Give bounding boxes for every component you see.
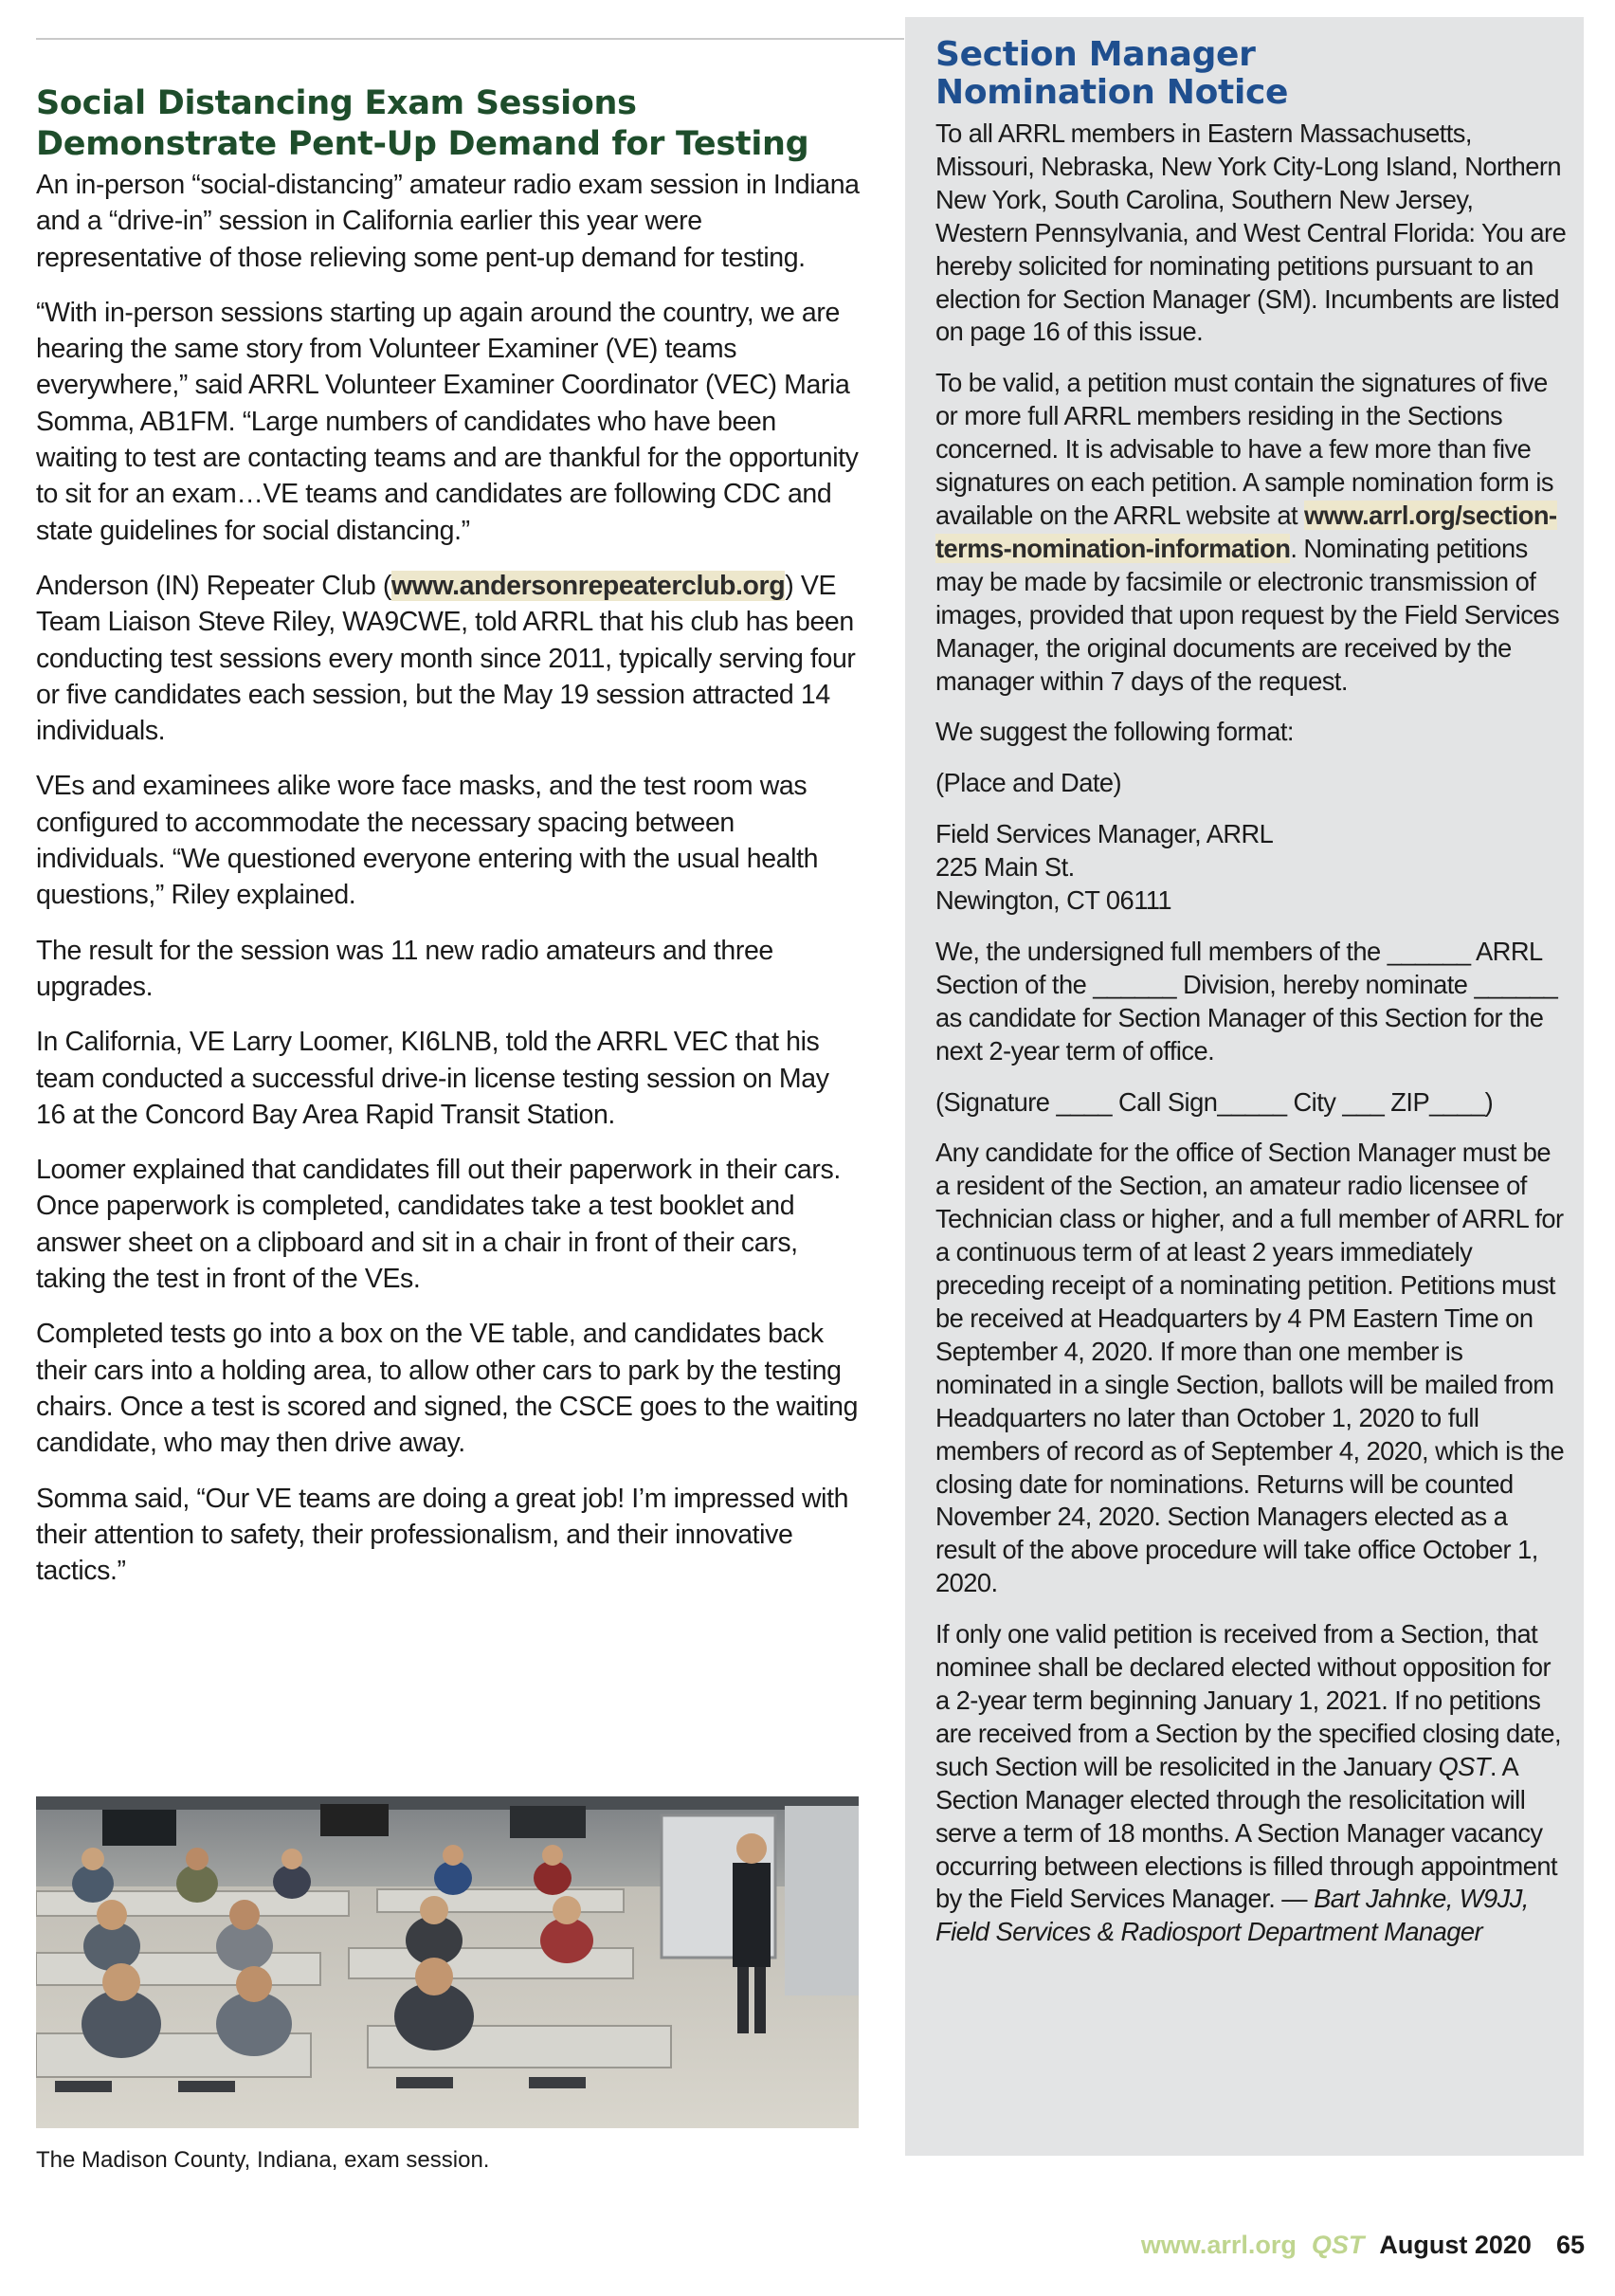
exam-session-photo xyxy=(36,1796,859,2128)
s2-text-after-link: . Nominating petitions may be made by facsimile or electronic transmission of images, provided that upon request by the Field Services Manager, the original documents are received by the manager within 7 days of the request. xyxy=(935,533,1560,696)
footer-issue: August 2020 xyxy=(1379,2231,1532,2259)
signature-line: (Signature ____ Call Sign_____ City ___ ZIP____) xyxy=(935,1086,1494,1117)
address-line-1: Field Services Manager, ARRL xyxy=(935,819,1274,849)
s8-text-after-qst: . A Section Manager elected through the resolicitation will serve a term of 18 months. A Section Manager vacancy occurring between elections is filled through appointment by the Field Services Manager. — xyxy=(935,1751,1558,1914)
s8-qst: QST xyxy=(1438,1751,1490,1781)
anderson-club-link[interactable]: www.andersonrepeaterclub.org xyxy=(390,570,786,601)
article-paragraph-9: Somma said, “Our VE teams are doing a great job! I’m impressed with their attention to safety, their professionalism, and their innovative tactics.” xyxy=(36,1483,849,1587)
article xyxy=(36,83,861,1608)
article-paragraph-7: Loomer explained that candidates fill out their paperwork in their cars. Once paperwork is completed, candidates take a test booklet and answer sheet on a clipboard and sit in a chair in front of their cars, taking the test in front of the VEs. xyxy=(36,1155,841,1295)
article-title-line1: Social Distancing Exam Sessions xyxy=(36,84,637,122)
article-paragraph-3 xyxy=(36,568,861,749)
address-line-2: 225 Main St. xyxy=(935,852,1075,883)
sidebar-paragraph-7: Any candidate for the office of Section Manager must be a resident of the Section, an amateur radio licensee of Technician class or higher, and a full member of ARRL for a continuous term of at least 2 years immediately preceding receipt of a nominating petition. Petitions must be received at Headquarters by 4 PM Eastern Time on September 4, 2020. If more than one member is nominated in a single Section, ballots will be mailed from Headquarters no later than October 1, 2020 to full members of record as of September 4, 2020, which is the closing date for nominations. Returns will be counted November 24, 2020. Section Managers elected as a result of the above procedure will take office October 1, 2020. xyxy=(935,1138,1565,1598)
p3-text-before-link: Anderson (IN) Repeater Club ( xyxy=(36,570,391,601)
nomination-info-link[interactable]: www.arrl.org/section-terms-nomination-information xyxy=(935,500,1557,563)
s8-text-before-qst: If only one valid petition is received from a Section, that nominee shall be declared elected without opposition for a 2-year term beginning January 1, 2021. If no petitions are received from a Section by the specified closing date, such Section will be resolicited in the January xyxy=(935,1619,1561,1781)
sidebar-title xyxy=(935,36,1570,112)
footer-url[interactable]: www.arrl.org xyxy=(1140,2231,1297,2259)
s2-text-before-link: To be valid, a petition must contain the signatures of five or more full ARRL members residing in the Sections concerned. It is advisable to have a few more than five signatures on each petition. A sample nomination form is available on the ARRL website at xyxy=(935,368,1554,530)
address-line-3: Newington, CT 06111 xyxy=(935,885,1172,916)
sidebar-title-line1: Section Manager xyxy=(935,35,1256,74)
article-paragraph-8: Completed tests go into a box on the VE table, and candidates back their cars into a holding area, to allow other cars to park by the testing chairs. Once a test is scored and signed, the CSCE goes to the waiting candidate, who may then drive away. xyxy=(36,1319,859,1459)
footer-magazine: QST xyxy=(1311,2231,1365,2259)
top-rule xyxy=(36,38,904,40)
article-paragraph-2: “With in-person sessions starting up again around the country, we are hearing the same story from Volunteer Examiner (VE) teams everywhere,” said ARRL Volunteer Examiner Coordinator (VEC) Maria Somma, AB1FM. “Large numbers of candidates who have been waiting to test are contacting teams and are thankful for the opportunity to sit for an exam…VE teams and candidates are following CDC and state guidelines for social distancing.” xyxy=(36,297,859,546)
article-title xyxy=(36,83,861,165)
page-number: 65 xyxy=(1555,2231,1585,2259)
article-paragraph-1: An in-person “social-distancing” amateur radio exam session in Indiana and a “drive-in” session in California earlier this year were representative of those relieving some pent-up demand for testing. xyxy=(36,170,860,273)
sidebar-paragraph-8 xyxy=(935,1618,1570,1949)
p3-text-after-link: ) VE Team Liaison Steve Riley, WA9CWE, told ARRL that his club has been conducting test sessions every month since 2011, typically serving four or five candidates each session, but the May 19 session attracted 14 individuals. xyxy=(36,570,856,747)
address-block xyxy=(935,818,1570,918)
nomination-sidebar xyxy=(905,17,1584,2156)
sidebar-paragraph-5: We, the undersigned full members of the ______ ARRL Section of the ______ Division, hereby nominate ______ as candidate for Section Manager of this Section for the next 2-year term of office. xyxy=(935,936,1558,1066)
article-paragraph-5: The result for the session was 11 new radio amateurs and three upgrades. xyxy=(36,935,773,1002)
photo-caption: The Madison County, Indiana, exam session. xyxy=(36,2147,490,2173)
sidebar-paragraph-3: We suggest the following format: xyxy=(935,717,1294,747)
page-footer xyxy=(1141,2230,1585,2260)
sidebar-paragraph-2 xyxy=(935,367,1570,698)
sidebar-content xyxy=(935,36,1570,1967)
s8-signature: Bart Jahnke, W9JJ, Field Services & Radiosport Department Manager xyxy=(935,1884,1529,1947)
sidebar-paragraph-4: (Place and Date) xyxy=(935,768,1122,798)
sidebar-paragraph-1: To all ARRL members in Eastern Massachusetts, Missouri, Nebraska, New York City-Long Island, Northern New York, South Carolina, Southern New Jersey, Western Pennsylvania, and West Central Florida: You are hereby solicited for nominating petitions pursuant to an election for Section Manager (SM). Incumbents are listed on page 16 of this issue. xyxy=(935,118,1567,347)
article-paragraph-6: In California, VE Larry Loomer, KI6LNB, told the ARRL VEC that his team conducted a successful drive-in license testing session on May 16 at the Concord Bay Area Rapid Transit Station. xyxy=(36,1027,829,1130)
article-title-line2: Demonstrate Pent-Up Demand for Testing xyxy=(36,125,809,163)
article-paragraph-4: VEs and examinees alike wore face masks, and the test room was configured to accommodate the necessary spacing between individuals. “We questioned everyone entering with the usual health questions,” Riley explained. xyxy=(36,771,819,911)
sidebar-title-line2: Nomination Notice xyxy=(935,73,1289,112)
